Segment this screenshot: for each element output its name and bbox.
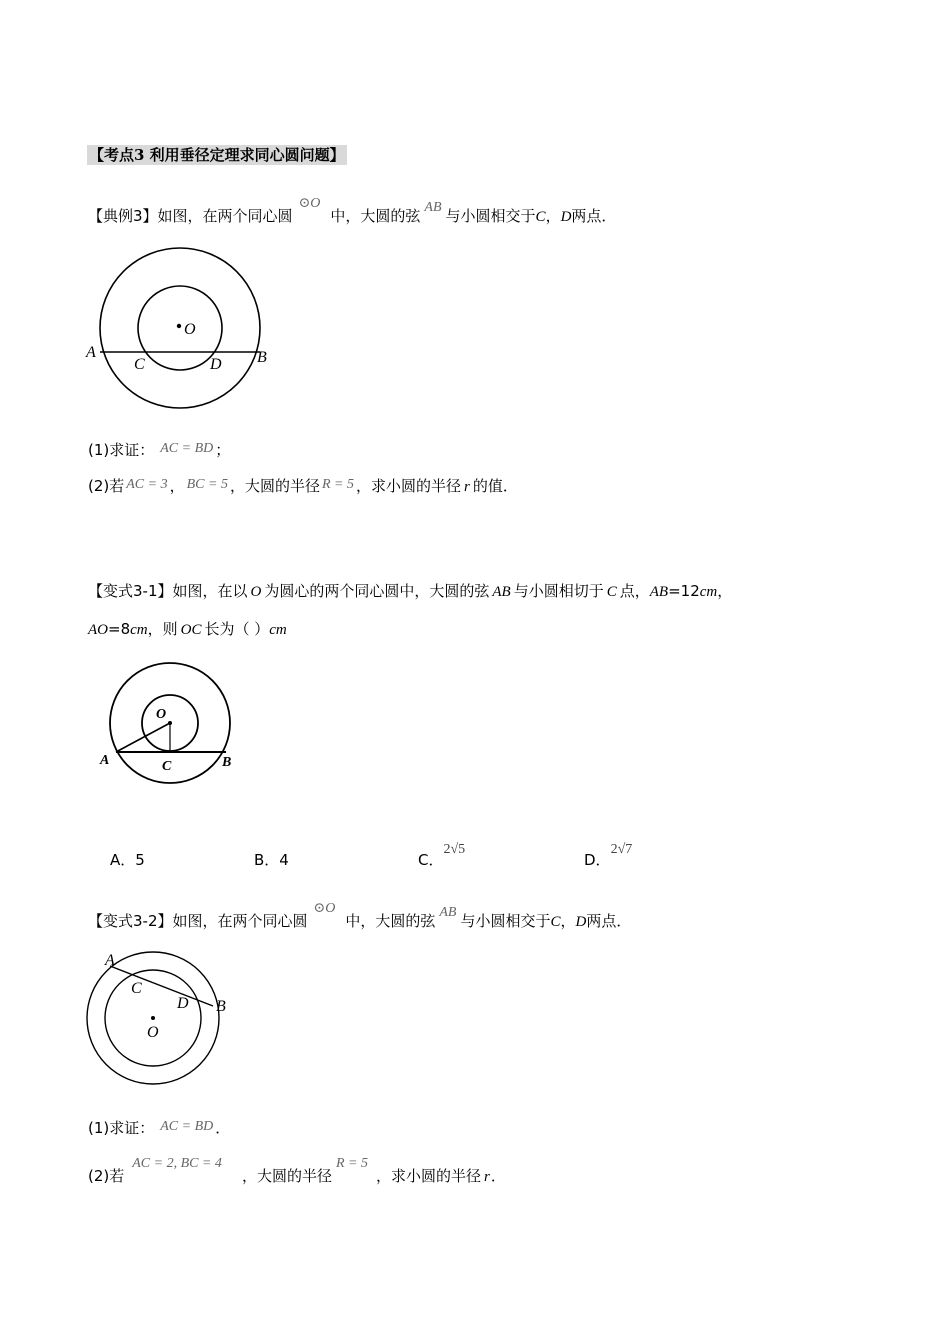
option-b[interactable] [254, 850, 289, 870]
math-r: R = 5 [321, 477, 354, 492]
option-label: C． [418, 851, 444, 869]
label-o: O [184, 321, 196, 338]
variant-3-1-statement [88, 581, 732, 602]
text-segment: 中，大圆的弦 [330, 207, 421, 225]
section-title: 【考点3 利用垂径定理求同心圆问题】 [89, 146, 345, 164]
text-segment: 如图，在两个同心圆 [157, 207, 293, 225]
text-segment: ，则 [147, 620, 178, 638]
question-prefix: (2)若 [88, 477, 125, 495]
unit-cm: cm [130, 622, 148, 638]
math-ab: AB [424, 200, 442, 215]
center-dot [177, 324, 181, 328]
value-ao: =8 [108, 620, 131, 638]
text-segment: 两点． [571, 207, 617, 225]
label-b: B [216, 998, 226, 1015]
example-3-question-1 [88, 440, 230, 462]
math-ac-bc: AC = 2, BC = 4 [132, 1156, 222, 1171]
option-value: 2√5 [443, 842, 466, 857]
variant-3-2-figure [85, 950, 245, 1090]
math-ac-bd: AC = BD [160, 441, 214, 456]
text-segment: ，大圆的半径 [241, 1167, 332, 1185]
option-label: A． [110, 851, 136, 869]
example-3-statement [88, 196, 617, 228]
label-a: A [100, 753, 110, 768]
point-d: D [560, 209, 572, 225]
label-c: C [134, 356, 145, 373]
label-c: C [131, 980, 142, 997]
text-segment: 的值． [472, 477, 518, 495]
label-o: O [147, 1024, 159, 1041]
text-segment: 为圆心的两个同心圆中，大圆的弦 [264, 582, 490, 600]
option-a[interactable] [110, 850, 145, 870]
text-segment: 如图，在以 [172, 582, 248, 600]
text-segment: ， [717, 582, 733, 600]
point-c: C [606, 584, 617, 600]
center-dot [168, 721, 172, 725]
option-c[interactable] [418, 842, 466, 872]
label-a: A [86, 344, 96, 361]
text-segment: 中，大圆的弦 [345, 912, 436, 930]
question-prefix: (1)求证： [88, 1119, 155, 1137]
point-o: O [250, 584, 262, 600]
variant-3-1-statement-line-2 [88, 619, 287, 640]
option-d[interactable] [584, 842, 633, 872]
variant-3-2-statement [88, 901, 632, 933]
point-c: C [535, 209, 546, 225]
label-d: D [210, 356, 222, 373]
text-segment: 如图，在两个同心圆 [172, 912, 308, 930]
question-prefix: (2)若 [88, 1167, 125, 1185]
segment-oc: OC [180, 622, 202, 638]
math-ac: AC = 3 [126, 477, 168, 492]
label-b: B [257, 349, 267, 366]
text-segment: ， [545, 207, 561, 225]
variant-tag: 【变式3-1】 [88, 582, 173, 600]
text-segment: 点， [619, 582, 650, 600]
value-ab: =12 [668, 582, 700, 600]
var-r: r [483, 1169, 490, 1185]
label-o: O [156, 707, 167, 722]
segment-ao: AO [88, 622, 108, 638]
label-c: C [162, 759, 172, 774]
variant-3-2-question-1 [88, 1118, 230, 1140]
text-segment: ， [169, 477, 185, 495]
var-r: r [463, 479, 470, 495]
chord-ab: AB [649, 584, 669, 600]
label-a: A [105, 952, 115, 969]
math-ac-bd: AC = BD [160, 1119, 214, 1134]
text-segment: ，求小圆的半径 [375, 1167, 481, 1185]
unit-cm: cm [269, 622, 287, 638]
math-r: R = 5 [335, 1156, 368, 1171]
math-ab: AB [439, 905, 457, 920]
chord-ab [110, 966, 213, 1006]
option-label: D． [584, 851, 611, 869]
example-tag: 【典例3】 [88, 207, 158, 225]
label-b: B [222, 755, 232, 770]
large-circle [100, 248, 260, 408]
variant-3-2-question-2 [88, 1156, 506, 1188]
math-circle-o: ⊙O [298, 196, 321, 211]
option-value: 5 [135, 851, 145, 869]
point-d: D [575, 914, 587, 930]
text-segment: 与小圆相切于 [513, 582, 604, 600]
option-label: B． [254, 851, 280, 869]
variant-tag: 【变式3-2】 [88, 912, 173, 930]
example-3-question-2 [88, 476, 518, 498]
text-segment: 长为（ ） [204, 620, 270, 638]
example-3-figure [85, 245, 285, 415]
label-d: D [177, 995, 189, 1012]
text-segment: 与小圆相交于 [445, 207, 536, 225]
text-segment: 两点． [586, 912, 632, 930]
text-segment: ， [560, 912, 576, 930]
chord-ab: AB [492, 584, 511, 600]
text-segment: ，大圆的半径 [229, 477, 320, 495]
unit-cm: cm [699, 584, 718, 600]
center-dot [151, 1016, 155, 1020]
math-bc: BC = 5 [186, 477, 228, 492]
option-value: 2√7 [610, 842, 633, 857]
question-prefix: (1)求证： [88, 441, 155, 459]
text-segment: 与小圆相交于 [460, 912, 551, 930]
text-segment: ，求小圆的半径 [355, 477, 461, 495]
text-segment: ． [215, 1119, 231, 1137]
option-value: 4 [279, 851, 289, 869]
point-c: C [550, 914, 561, 930]
math-circle-o: ⊙O [313, 901, 336, 916]
text-segment: ； [215, 441, 231, 459]
variant-3-1-figure [98, 660, 248, 790]
text-segment: ． [490, 1167, 506, 1185]
